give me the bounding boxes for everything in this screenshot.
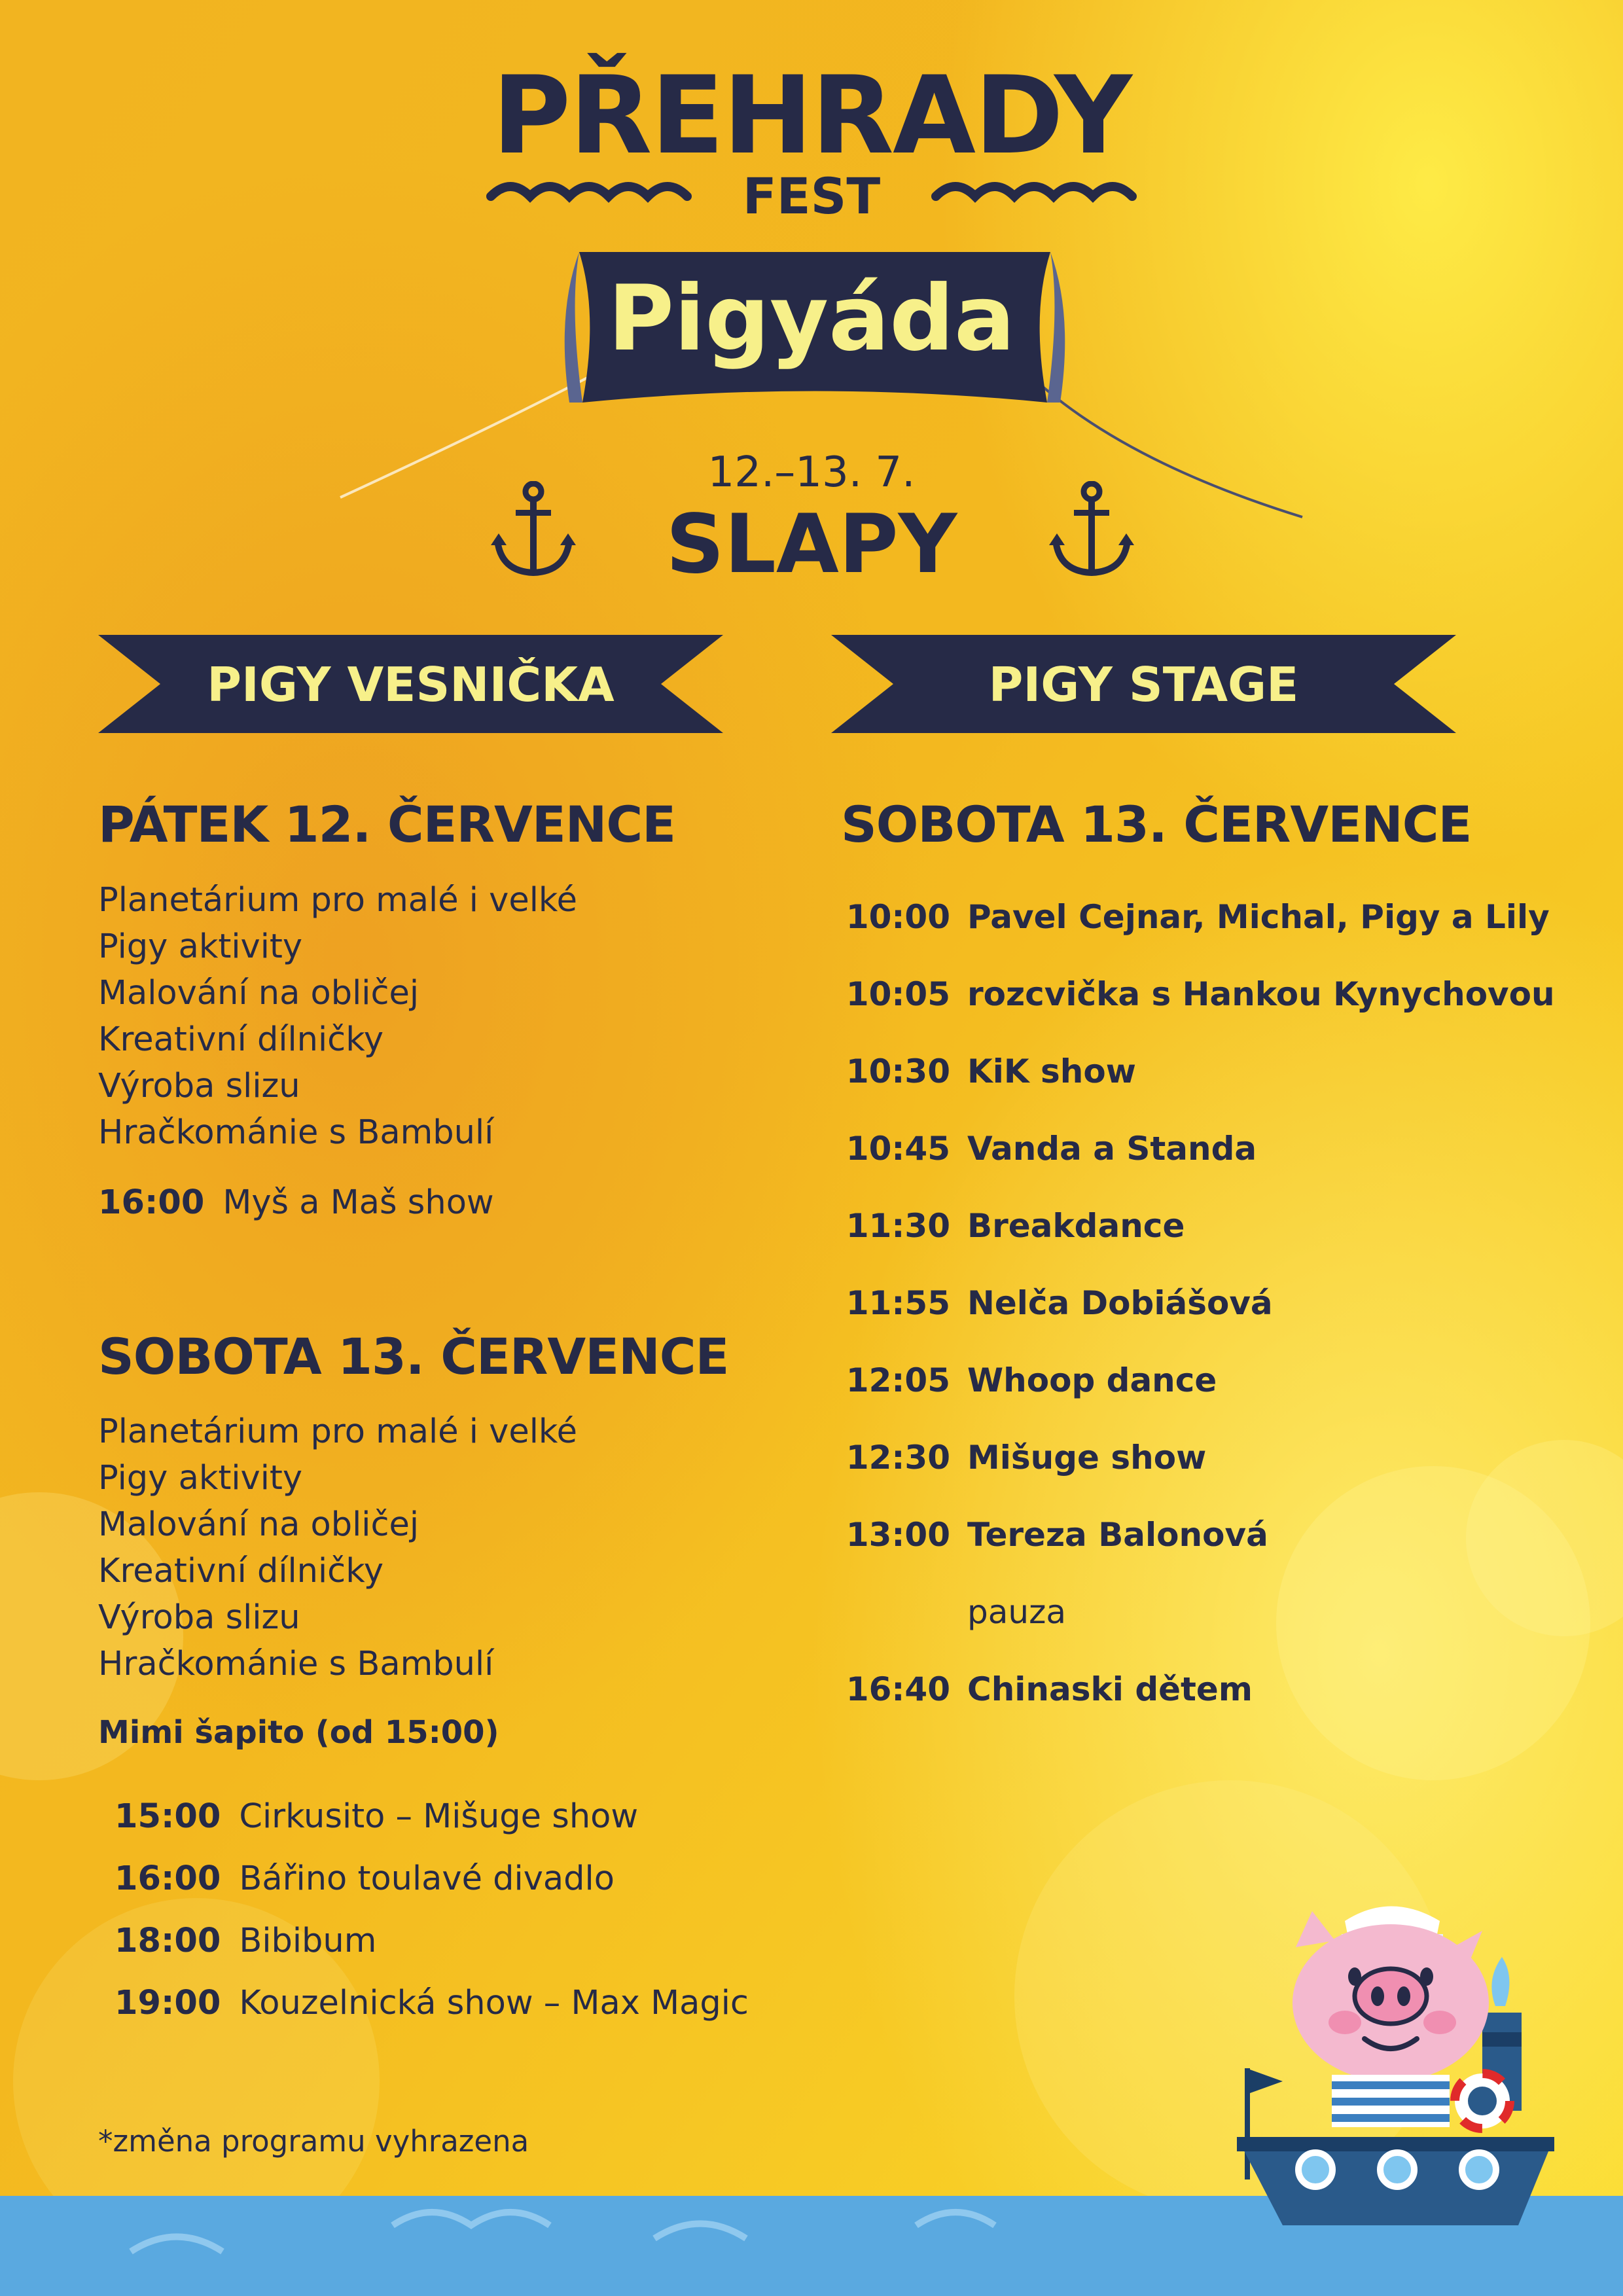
event-time: 10:00 [846, 898, 950, 936]
list-item: Hračkománie s Bambulí [98, 1113, 494, 1152]
event-name: Pigyáda [607, 266, 1016, 371]
friday-activities [98, 877, 577, 1156]
list-item: Pigy aktivity [98, 927, 303, 966]
list-item: Kreativní dílničky [98, 1020, 384, 1059]
table-row [844, 1284, 1273, 1330]
list-item [115, 1918, 749, 1980]
table-row [844, 1130, 1257, 1175]
festival-title: PŘEHRADY [492, 53, 1131, 178]
list-item [115, 1980, 749, 2042]
event-title: rozcvička s Hankou Kynychovou [967, 975, 1555, 1013]
event-title: Whoop dance [967, 1361, 1217, 1399]
table-row [844, 1207, 1185, 1253]
event-title: Vanda a Standa [967, 1130, 1257, 1168]
banner-pigy-vesnicka: PIGY VESNIČKA [207, 657, 615, 712]
event-time: 10:45 [846, 1130, 950, 1168]
event-title: Chinaski dětem [967, 1670, 1253, 1708]
saturday-heading: SOBOTA 13. ČERVENCE [98, 1327, 729, 1386]
event-title: Bářino toulavé divadlo [239, 1859, 615, 1898]
table-row [844, 1670, 1253, 1716]
event-title: Myš a Maš show [223, 1183, 494, 1222]
event-time: 16:00 [115, 1859, 221, 1898]
list-item: Kreativní dílničky [98, 1552, 384, 1590]
festival-subtitle: FEST [742, 167, 881, 225]
event-title: pauza [967, 1593, 1066, 1631]
event-time: 10:05 [846, 975, 950, 1013]
table-row [844, 1516, 1268, 1562]
list-item: Malování na obličej [98, 974, 419, 1013]
event-place: SLAPY [666, 497, 957, 592]
table-row [844, 975, 1555, 1021]
list-item [115, 1856, 749, 1918]
event-time: 10:30 [846, 1052, 950, 1090]
sapito-schedule [115, 1793, 749, 2042]
event-title: Cirkusito – Mišuge show [239, 1797, 639, 1836]
event-time: 12:30 [846, 1439, 950, 1477]
event-time: 12:05 [846, 1361, 950, 1399]
event-title: Tereza Balonová [967, 1516, 1268, 1554]
saturday-activities [98, 1408, 577, 1687]
event-title: Mišuge show [967, 1439, 1207, 1477]
table-row [844, 1439, 1206, 1484]
list-item: Malování na obličej [98, 1505, 419, 1544]
list-item: Výroba slizu [98, 1598, 300, 1637]
sapito-heading: Mimi šapito (od 15:00) [98, 1714, 499, 1751]
event-title: Bibibum [239, 1922, 377, 1960]
program-note: *změna programu vyhrazena [98, 2124, 529, 2159]
event-time: 18:00 [115, 1922, 221, 1960]
list-item: Pigy aktivity [98, 1459, 303, 1498]
event-time: 15:00 [115, 1797, 221, 1836]
event-time: 11:30 [846, 1207, 950, 1245]
event-time: 11:55 [846, 1284, 950, 1322]
pig-boat-illustration [1230, 1885, 1571, 2251]
table-row [844, 1593, 1066, 1639]
table-row [844, 1052, 1136, 1098]
list-item: Planetárium pro malé i velké [98, 881, 578, 920]
list-item: Výroba slizu [98, 1067, 300, 1105]
list-item [115, 1793, 749, 1856]
friday-event [98, 1179, 494, 1226]
friday-heading: PÁTEK 12. ČERVENCE [98, 795, 676, 853]
event-title: Kouzelnická show – Max Magic [239, 1984, 749, 2022]
event-time: 16:00 [98, 1183, 205, 1222]
event-title: KiK show [967, 1052, 1136, 1090]
table-row [844, 898, 1550, 944]
banner-pigy-stage: PIGY STAGE [988, 657, 1299, 712]
list-item: Hračkománie s Bambulí [98, 1645, 494, 1683]
event-time: 16:40 [846, 1670, 950, 1708]
stage-heading: SOBOTA 13. ČERVENCE [841, 795, 1472, 853]
event-title: Breakdance [967, 1207, 1185, 1245]
table-row [844, 1361, 1217, 1407]
event-time: 13:00 [846, 1516, 950, 1554]
event-dates: 12.–13. 7. [707, 448, 916, 497]
event-time: 19:00 [115, 1984, 221, 2022]
list-item: Planetárium pro malé i velké [98, 1412, 578, 1451]
event-title: Nelča Dobiášová [967, 1284, 1273, 1322]
event-title: Pavel Cejnar, Michal, Pigy a Lily [967, 898, 1550, 936]
